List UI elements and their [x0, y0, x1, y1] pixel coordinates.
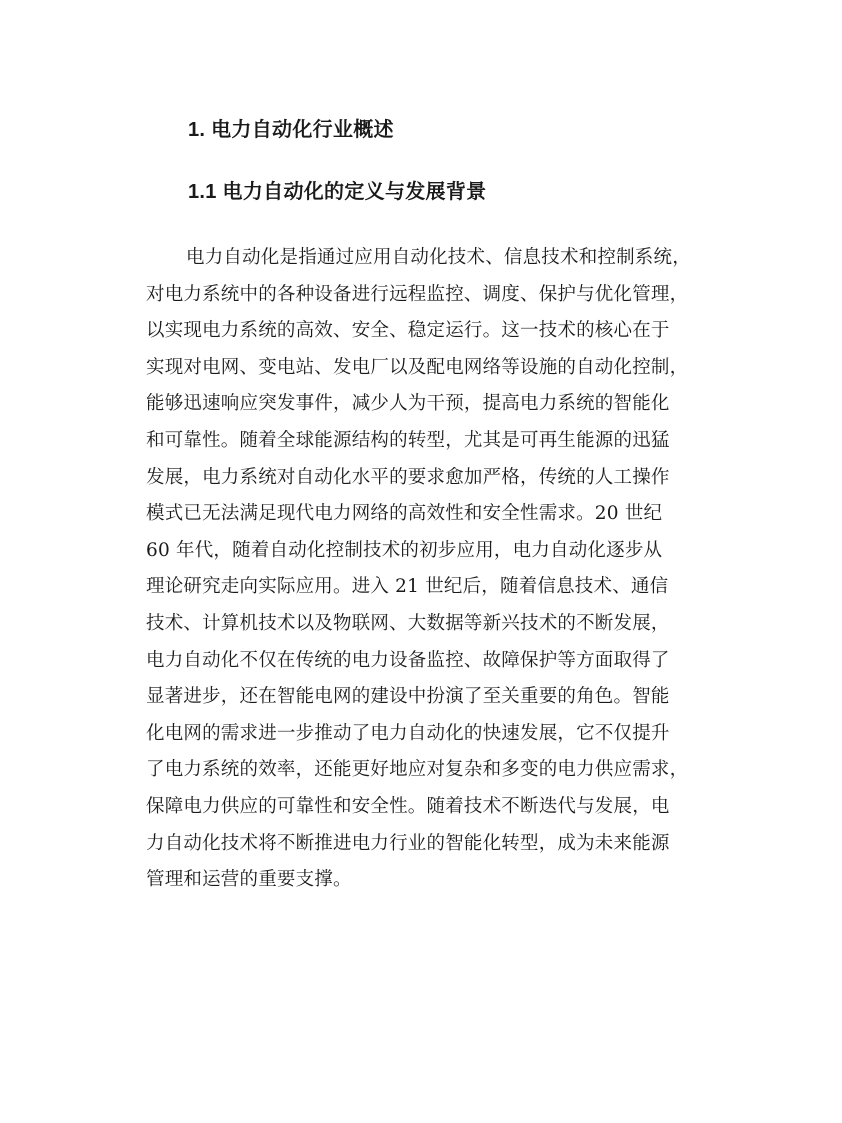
paragraph-line: 和可靠性。随着全球能源结构的转型，尤其是可再生能源的迅猛 — [146, 429, 670, 451]
paragraph-line: 保障电力供应的可靠性和安全性。随着技术不断迭代与发展，电 — [146, 795, 670, 817]
paragraph-line: 力自动化技术将不断推进电力行业的智能化转型，成为未来能源 — [146, 832, 670, 854]
paragraph-line: 60 年代，随着自动化控制技术的初步应用，电力自动化逐步从 — [146, 539, 663, 561]
paragraph-line: 以实现电力系统的高效、安全、稳定运行。这一技术的核心在于 — [146, 320, 670, 342]
paragraph-line: 了电力系统的效率，还能更好地应对复杂和多变的电力供应需求， — [146, 759, 689, 781]
paragraph-line: 发展，电力系统对自动化水平的要求愈加严格，传统的人工操作 — [146, 466, 670, 488]
paragraph-line: 技术、计算机技术以及物联网、大数据等新兴技术的不断发展， — [146, 612, 670, 634]
paragraph-line: 对电力系统中的各种设备进行远程监控、调度、保护与优化管理， — [146, 283, 689, 305]
paragraph-line: 电力自动化是指通过应用自动化技术、信息技术和控制系统， — [186, 247, 691, 268]
section-heading: 1. 电力自动化行业概述 — [188, 119, 394, 141]
subsection-heading: 1.1 电力自动化的定义与发展背景 — [188, 181, 487, 203]
paragraph-line: 实现对电网、变电站、发电厂以及配电网络等设施的自动化控制， — [146, 356, 689, 378]
body-paragraph — [146, 240, 706, 899]
paragraph-line: 模式已无法满足现代电力网络的高效性和安全性需求。20 世纪 — [146, 503, 663, 525]
paragraph-line: 化电网的需求进一步推动了电力自动化的快速发展，它不仅提升 — [146, 722, 670, 744]
paragraph-line: 管理和运营的重要支撑。 — [146, 869, 352, 891]
paragraph-line: 电力自动化不仅在传统的电力设备监控、故障保护等方面取得了 — [146, 649, 670, 671]
paragraph-line: 理论研究走向实际应用。进入 21 世纪后，随着信息技术、通信 — [146, 576, 669, 598]
paragraph-line: 能够迅速响应突发事件，减少人为干预，提高电力系统的智能化 — [146, 393, 670, 415]
paragraph-line: 显著进步，还在智能电网的建设中扮演了至关重要的角色。智能 — [146, 686, 670, 708]
